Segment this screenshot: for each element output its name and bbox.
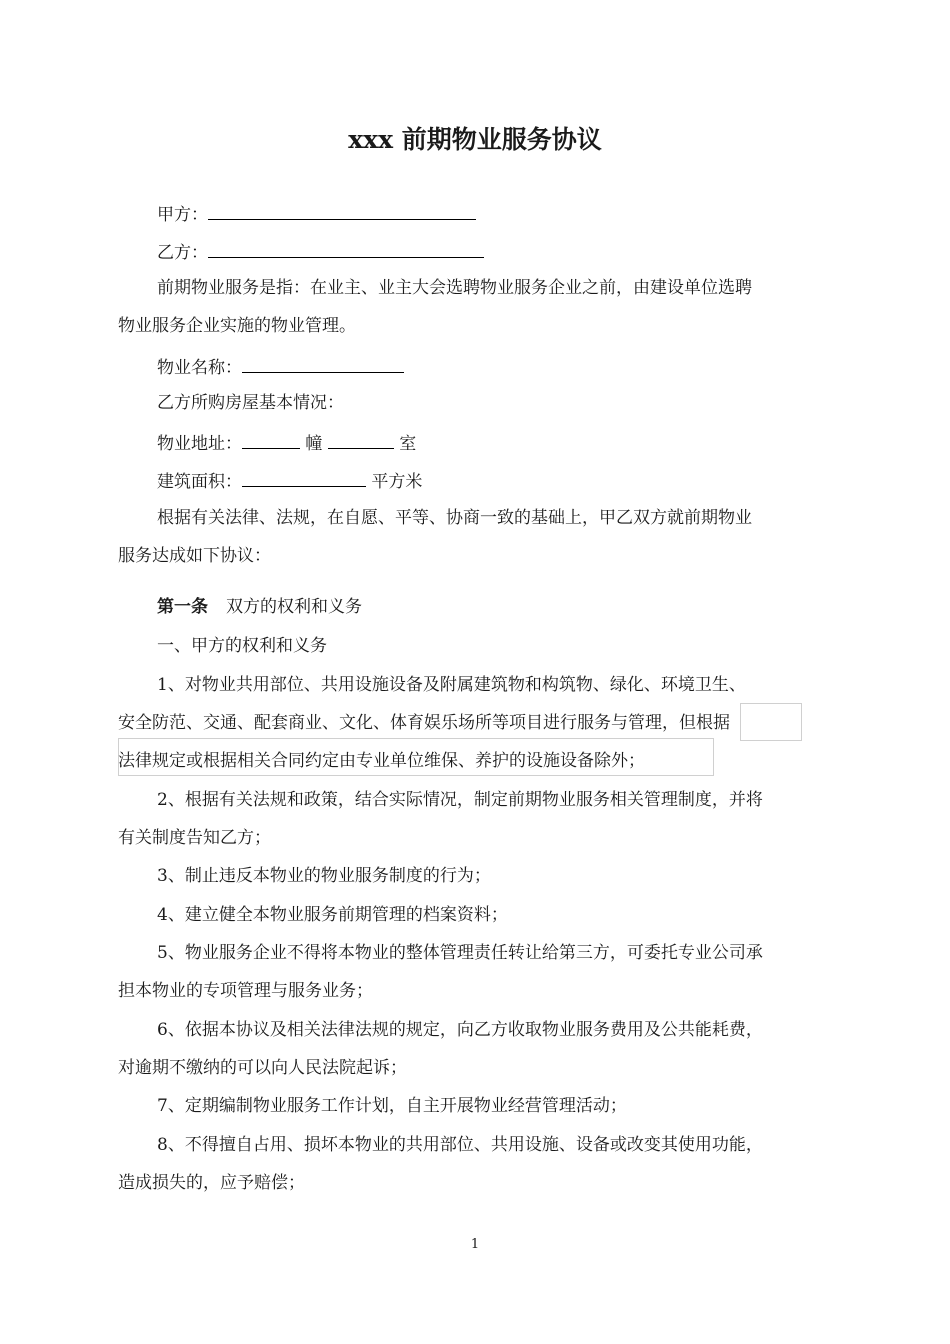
party-b-blank[interactable] — [208, 240, 484, 258]
item-4-line-1: 4、建立健全本物业服务前期管理的档案资料； — [157, 905, 508, 925]
area-label: 建筑面积： — [157, 472, 242, 492]
article-1-heading — [157, 597, 362, 617]
intro-line-2: 物业服务企业实施的物业管理。 — [118, 316, 356, 336]
item-1-line-1: 1、对物业共用部位、共用设施设备及附属建筑物和构筑物、绿化、环境卫生、 — [157, 675, 746, 695]
address-label: 物业地址： — [157, 434, 242, 454]
item-8-line-1: 8、不得擅自占用、损坏本物业的共用部位、共用设施、设备或改变其使用功能， — [157, 1135, 763, 1155]
article-1-title: 双方的权利和义务 — [226, 597, 362, 617]
party-a-blank[interactable] — [208, 202, 476, 220]
area-blank[interactable] — [242, 469, 366, 487]
item-5-line-2: 担本物业的专项管理与服务业务； — [118, 981, 373, 1001]
page-number: 1 — [470, 1237, 480, 1252]
building-blank[interactable] — [242, 431, 300, 449]
building-unit: 幢 — [305, 434, 323, 454]
item-1-line-3: 法律规定或根据相关合同约定由专业单位维保、养护的设施设备除外； — [118, 751, 645, 771]
item-7-line-1: 7、定期编制物业服务工作计划，自主开展物业经营管理活动； — [157, 1096, 627, 1116]
item-3-line-1: 3、制止违反本物业的物业服务制度的行为； — [157, 866, 491, 886]
party-a-label: 甲方： — [157, 205, 208, 225]
item-6-line-1: 6、依据本协议及相关法律法规的规定，向乙方收取物业服务费用及公共能耗费， — [157, 1020, 763, 1040]
basis-line-2: 服务达成如下协议： — [118, 546, 271, 566]
section-1-heading: 一、甲方的权利和义务 — [157, 636, 327, 656]
item-2-line-2: 有关制度告知乙方； — [118, 828, 271, 848]
property-name-label: 物业名称： — [157, 358, 242, 378]
document-title: xxx 前期物业服务协议 — [348, 125, 602, 154]
house-info-heading: 乙方所购房屋基本情况： — [157, 393, 344, 413]
basis-line-1: 根据有关法律、法规，在自愿、平等、协商一致的基础上，甲乙双方就前期物业 — [157, 508, 752, 528]
intro-line-1: 前期物业服务是指：在业主、业主大会选聘物业服务企业之前，由建设单位选聘 — [157, 278, 752, 298]
item-8-line-2: 造成损失的，应予赔偿； — [118, 1173, 305, 1193]
item-5-line-1: 5、物业服务企业不得将本物业的整体管理责任转让给第三方，可委托专业公司承 — [157, 943, 763, 963]
party-a-line — [157, 202, 476, 225]
property-name-line — [157, 355, 404, 378]
item-1-line-2: 安全防范、交通、配套商业、文化、体育娱乐场所等项目进行服务与管理，但根据 — [118, 713, 730, 733]
item-6-line-2: 对逾期不缴纳的可以向人民法院起诉； — [118, 1058, 407, 1078]
article-1-label: 第一条 — [157, 597, 208, 617]
party-b-label: 乙方： — [157, 243, 208, 263]
room-blank[interactable] — [328, 431, 394, 449]
property-name-blank[interactable] — [242, 355, 404, 373]
text-frame-box — [740, 703, 802, 741]
area-unit: 平方米 — [371, 472, 423, 492]
room-unit: 室 — [399, 434, 417, 454]
party-b-line — [157, 240, 484, 263]
area-line — [157, 469, 422, 492]
item-2-line-1: 2、根据有关法规和政策，结合实际情况，制定前期物业服务相关管理制度，并将 — [157, 790, 763, 810]
address-line — [157, 431, 416, 454]
